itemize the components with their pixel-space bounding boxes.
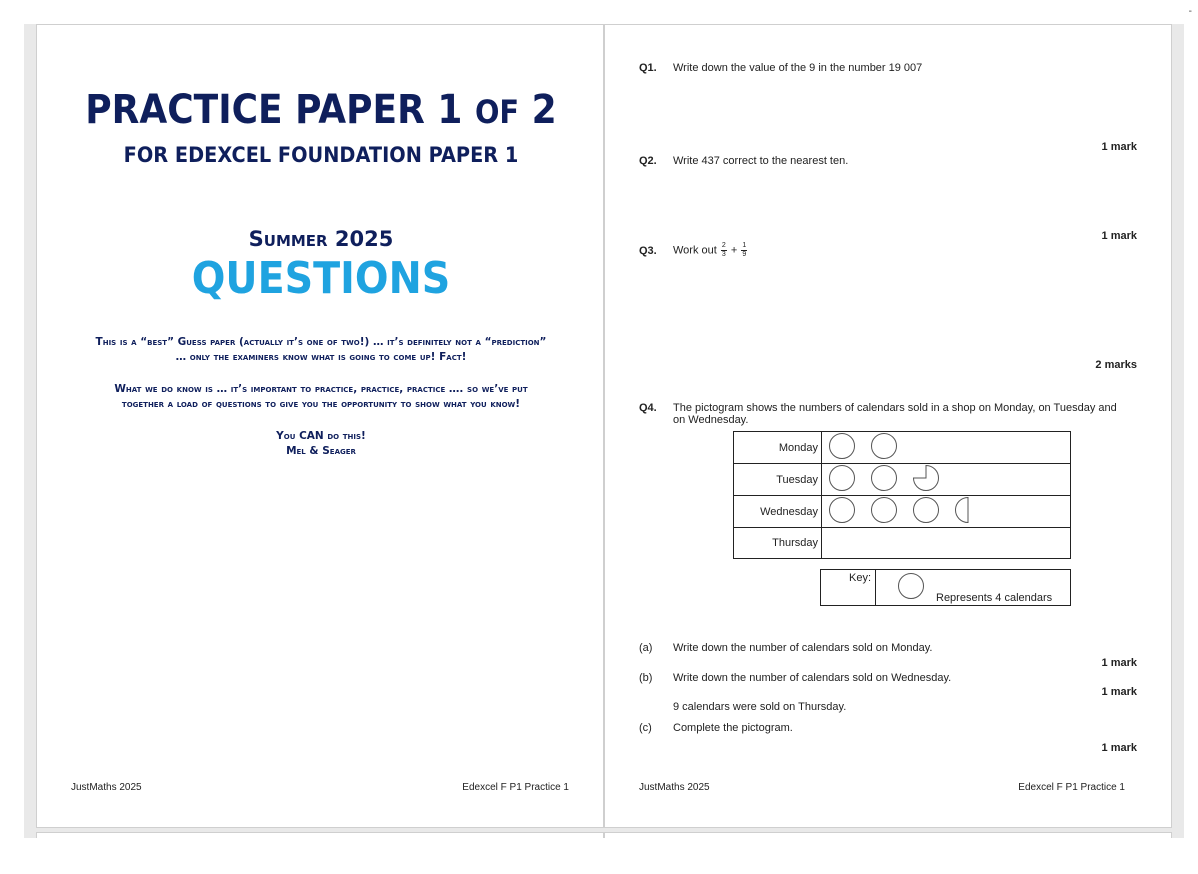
- intro-line: What we do know is … it’s important to practice, practice, practice …. so we’ve put: [114, 383, 528, 395]
- pictogram-symbols: [822, 464, 1071, 496]
- paper-title-text: PRACTICE PAPER 1: [85, 87, 463, 133]
- paper-title: [65, 87, 576, 133]
- intro-line: together a load of questions to give you the opportunity to show what you know!: [121, 398, 521, 410]
- calendar-circle-icon: [828, 496, 856, 527]
- window-corner-mark: -: [1188, 6, 1192, 17]
- exam-season: Summer 2025: [248, 227, 394, 251]
- fraction-numerator: 2: [721, 242, 726, 249]
- note-text: 9 calendars were sold on Thursday.: [673, 701, 847, 713]
- pictogram-row: [734, 528, 1071, 559]
- day-label: Wednesday: [734, 496, 822, 528]
- footer-right: Edexcel F P1 Practice 1: [462, 782, 569, 793]
- pictogram-row: [734, 464, 1071, 496]
- fraction-2: [741, 242, 747, 259]
- title-page: [36, 24, 604, 828]
- questions-heading: QUESTIONS: [191, 253, 451, 304]
- pictogram-row: [734, 432, 1071, 464]
- paper-title-number: 2: [531, 87, 557, 133]
- fraction-denominator: 3: [721, 251, 726, 258]
- key-text: Represents 4 calendars: [936, 592, 1053, 604]
- part-a-mark: 1 mark: [1101, 657, 1137, 669]
- pictogram-table: [733, 431, 1071, 559]
- part-label: (b): [639, 672, 653, 684]
- fraction-1: [721, 242, 727, 259]
- q2-mark: 1 mark: [1101, 230, 1137, 242]
- calendar-circle-icon: [870, 432, 898, 463]
- fraction-numerator: 1: [742, 242, 747, 249]
- day-label: Monday: [734, 432, 822, 464]
- question-number: Q3.: [639, 245, 657, 257]
- day-label: Thursday: [734, 528, 822, 559]
- question-text: Write 437 correct to the nearest ten.: [673, 155, 849, 167]
- next-page-left-edge: [36, 832, 604, 838]
- calendar-circle-icon: [828, 432, 856, 463]
- footer-right: Edexcel F P1 Practice 1: [1018, 782, 1125, 793]
- calendar-circle-icon: [870, 464, 898, 495]
- calendar-circle-icon: [870, 496, 898, 527]
- q3-prompt: Work out: [673, 244, 717, 257]
- question-text: [673, 242, 748, 259]
- pictogram-symbols: [822, 496, 1071, 528]
- fraction-denominator: 9: [742, 251, 747, 258]
- half-circle-icon: [954, 496, 982, 527]
- q4-text-line: on Wednesday.: [673, 414, 749, 426]
- part-b-mark: 1 mark: [1101, 686, 1137, 698]
- part-text: Write down the number of calendars sold on Monday.: [673, 642, 933, 654]
- part-label: (c): [639, 722, 652, 734]
- key-label: Key:: [849, 572, 872, 584]
- authors: Mel & Seager: [286, 445, 356, 457]
- day-label: Tuesday: [734, 464, 822, 496]
- calendar-circle-icon: [828, 464, 856, 495]
- plus-sign: +: [730, 244, 738, 257]
- q3-mark: 2 marks: [1095, 359, 1137, 371]
- intro-paragraph-2: [77, 382, 565, 412]
- three-quarter-circle-icon: [912, 464, 940, 495]
- intro-line: … only the examiners know what is going to come up! Fact!: [175, 351, 467, 363]
- part-label: (a): [639, 642, 653, 654]
- question-number: Q4.: [639, 402, 657, 414]
- intro-paragraph-1: [77, 335, 565, 365]
- key-circle-icon: [897, 572, 925, 603]
- intro-signoff: [77, 429, 565, 459]
- question-number: Q1.: [639, 62, 657, 74]
- part-text: Complete the pictogram.: [673, 722, 793, 734]
- page-scroll-area[interactable]: [24, 24, 1184, 838]
- part-c-mark: 1 mark: [1101, 742, 1137, 754]
- calendar-circle-icon: [912, 496, 940, 527]
- intro-line: This is a “best” Guess paper (actually it’s one of two!) … it’s definitely not a “prediction”: [95, 336, 547, 348]
- q1-mark: 1 mark: [1101, 141, 1137, 153]
- pictogram-key: [820, 569, 1071, 606]
- footer-left: JustMaths 2025: [639, 782, 710, 793]
- next-page-right-edge: [604, 832, 1172, 838]
- intro-line: You CAN do this!: [276, 430, 366, 442]
- paper-title-of: OF: [474, 93, 520, 131]
- pictogram-row: [734, 496, 1071, 528]
- footer-left: JustMaths 2025: [71, 782, 142, 793]
- pictogram-symbols: [822, 432, 1071, 464]
- pictogram-symbols-empty[interactable]: [822, 528, 1071, 559]
- paper-subtitle: FOR EDEXCEL FOUNDATION PAPER 1: [123, 143, 519, 167]
- part-text: Write down the number of calendars sold on Wednesday.: [673, 672, 952, 684]
- key-divider: [875, 570, 876, 605]
- question-number: Q2.: [639, 155, 657, 167]
- question-text: [673, 402, 1117, 426]
- questions-page: [604, 24, 1172, 828]
- q4-text-line: The pictogram shows the numbers of calendars sold in a shop on Monday, on Tuesday and: [673, 402, 1117, 414]
- question-text: Write down the value of the 9 in the number 19 007: [673, 62, 923, 74]
